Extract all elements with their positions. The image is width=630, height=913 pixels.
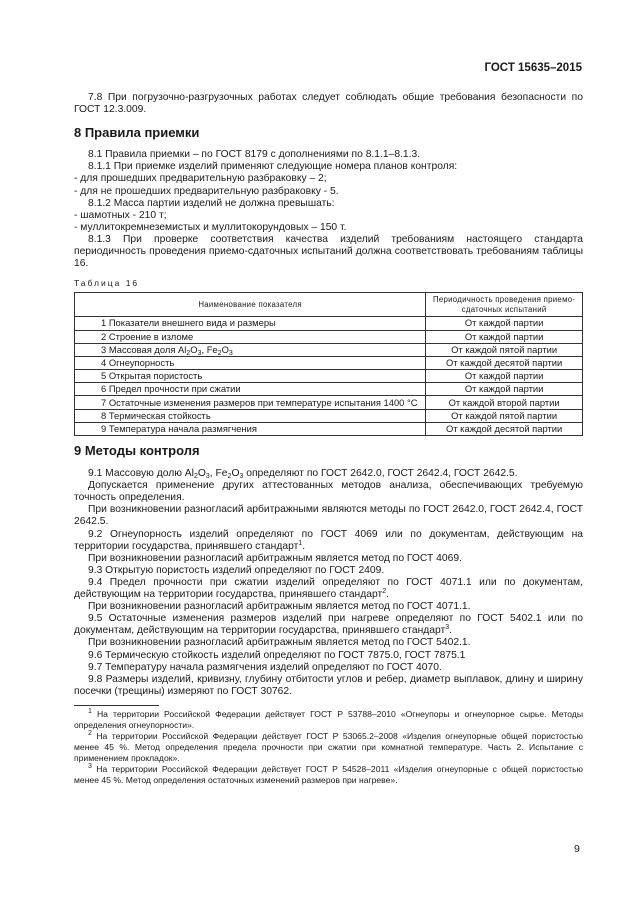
subscript: 2 <box>227 473 232 481</box>
table-cell-period: От каждой пятой партии <box>426 409 583 422</box>
paragraph-text: , Fe <box>209 468 228 480</box>
footnote-marker: 2 <box>88 729 92 737</box>
paragraph-8-1-3: 8.1.3 При проверке соответствия качества изделий требованиям настоящего стандарта периодичность проведения приемо-сдаточных испытаний должна соответствовать требованиям таблицы 16. <box>74 233 583 270</box>
table-cell-period: От каждой партии <box>426 370 583 383</box>
subscript: 3 <box>205 473 210 481</box>
paragraph-text: O <box>197 468 206 480</box>
table-cell-name: 8 Термическая стойкость <box>75 409 426 422</box>
table-16 <box>74 292 583 436</box>
subscript: 2 <box>217 349 222 357</box>
footnote-marker: 1 <box>88 707 92 715</box>
table-cell-name: 1 Показатели внешнего вида и размеры <box>75 317 426 330</box>
table-row <box>75 317 583 330</box>
paragraph-9-5: 9.5 Остаточные изменения размеров изделий при нагреве определяют по ГОСТ 5402.1 или по документам, действующим на территории государства, принявшего стандарт$^3$. <box>74 613 583 637</box>
footnote-text: На территории Российской Федерации действует ГОСТ Р 53065.2–2008 «Изделия огнеупорные общей пористостью менее 45 %. Метод определения предела прочности при сжатии при комнатной температуре. Часть 2. Испытание с применением прокладок». <box>74 730 584 763</box>
table-cell-period: От каждой десятой партии <box>426 422 583 435</box>
paragraph-9-5-b: При возникновении разногласий арбитражным является метод по ГОСТ 5402.1. <box>88 637 471 649</box>
table-cell-name: 9 Температура начала размягчения <box>75 422 426 435</box>
footnote-2 <box>74 731 583 764</box>
footnote-divider <box>74 705 159 706</box>
document-code-header: ГОСТ 15635–2015 <box>484 62 582 74</box>
subscript: 2 <box>193 473 198 481</box>
subscript: 3 <box>197 349 202 357</box>
table-row <box>75 383 583 396</box>
table-row <box>75 396 583 409</box>
paragraph-8-1-1: 8.1.1 При приемке изделий применяют следующие номера планов контроля: <box>88 161 458 173</box>
list-item: - муллитокремнеземистых и муллитокорундовых – 150 т. <box>74 221 347 233</box>
paragraph-9-7: 9.7 Температуру начала размягчения изделий определяют по ГОСТ 4070. <box>88 661 442 673</box>
table-cell-name: 7 Остаточные изменения размеров при температуре испытания 1400 °С <box>75 396 426 409</box>
footnote-marker: 3 <box>88 762 92 770</box>
footnote-3 <box>74 764 583 786</box>
table-row <box>75 343 583 356</box>
table-cell-name: 6 Предел прочности при сжатии <box>75 383 426 396</box>
table-cell-period: От каждой партии <box>426 383 583 396</box>
footnote-marker: 3 <box>445 624 450 632</box>
footnote-1 <box>74 709 583 731</box>
paragraph-7-8: 7.8 При погрузочно-разгрузочных работах следует соблюдать общие требования безопасности по ГОСТ 12.3.009. <box>74 92 583 116</box>
paragraph-text: 9.4 Предел прочности при сжатии изделий определяют по ГОСТ 4071.1 или по документам, действующим на территории государства, принявшего стандарт <box>74 576 583 601</box>
table-row <box>75 356 583 369</box>
table-row <box>75 370 583 383</box>
paragraph-text: 9.1 Массовую долю Al <box>88 468 194 480</box>
paragraph-9-1 <box>74 468 583 480</box>
footnote-text: На территории Российской Федерации действует ГОСТ Р 54528–2011 «Изделия огнеупорные с общей пористостью менее 45 %. Метод определения остаточных изменений размеров при нагреве». <box>74 763 583 785</box>
list-item: - шамотных - 210 т; <box>74 209 167 221</box>
table-cell-name: 4 Огнеупорность <box>75 356 426 369</box>
page-content <box>74 92 583 786</box>
paragraph-text: 9.5 Остаточные изменения размеров изделий при нагреве определяют по ГОСТ 5402.1 или по документам, действующим на территории государства, принявшего стандарт <box>74 613 583 637</box>
table-row <box>75 330 583 343</box>
subscript: 2 <box>186 349 191 357</box>
table-cell-name <box>75 343 426 356</box>
paragraph-text: 9.2 Огнеупорность изделий определяют по ГОСТ 4069 или по документам, действующим на территории государства, принявшего стандарт <box>74 528 583 552</box>
column-header-periodicity: Периодичность проведения приемо-сдаточных испытаний <box>426 293 583 317</box>
paragraph-9-2: 9.2 Огнеупорность изделий определяют по ГОСТ 4069 или по документам, действующим на территории государства, принявшего стандарт$^1$. <box>74 528 583 552</box>
paragraph-8-1: 8.1 Правила приемки – по ГОСТ 8179 с дополнениями по 8.1.1–8.1.3. <box>88 149 421 161</box>
paragraph-9-2-b: При возникновении разногласий арбитражным является метод по ГОСТ 4069. <box>88 552 462 564</box>
formula-text: O <box>190 343 198 355</box>
table-header-row <box>75 293 583 317</box>
paragraph-9-6: 9.6 Термическую стойкость изделий определяют по ГОСТ 7875.0, ГОСТ 7875.1 <box>88 649 466 661</box>
table-cell-period: От каждой десятой партии <box>426 356 583 369</box>
list-item: - для не прошедших предварительную разбраковку - 5. <box>74 185 339 197</box>
table-row <box>75 422 583 435</box>
paragraph-text: O <box>231 468 240 480</box>
list-item: - для прошедших предварительную разбраковку – 2; <box>74 173 327 185</box>
paragraph-9-8: 9.8 Размеры изделий, кривизну, глубину отбитости углов и ребер, диаметр выплавок, длину и ширину посечки (трещины) измеряют по ГОСТ 30762. <box>74 673 583 697</box>
table-cell-name: 2 Строение в изломе <box>75 330 426 343</box>
paragraph-9-1-c: При возникновении разногласий арбитражными являются методы по ГОСТ 2642.0, ГОСТ 2642.4, ГОСТ 2642.5. <box>74 504 583 528</box>
formula-text: 3 Массовая доля Al <box>101 343 187 355</box>
paragraph-9-4: 9.4 Предел прочности при сжатии изделий определяют по ГОСТ 4071.1 или по документам, действующим на территории государства, принявшего стандарт$^2$. <box>74 576 583 601</box>
table-cell-name: 5 Открытая пористость <box>75 370 426 383</box>
table-cell-period: От каждой пятой партии <box>426 343 583 356</box>
section-9-title: 9 Методы контроля <box>74 443 200 458</box>
footnote-marker: 2 <box>382 588 387 596</box>
section-8-title: 8 Правила приемки <box>74 125 200 141</box>
table-cell-period: От каждой партии <box>426 317 583 330</box>
footnote-text: На территории Российской Федерации действует ГОСТ Р 53788–2010 «Огнеупоры и огнеупорное сырье. Методы определения огнеупорности». <box>74 708 584 730</box>
page-number: 9 <box>574 843 580 855</box>
subscript: 3 <box>228 349 233 357</box>
footnote-marker: 1 <box>298 539 303 547</box>
formula-text: , Fe <box>201 343 218 355</box>
paragraph-text: определяют по ГОСТ 2642.0, ГОСТ 2642.4, ГОСТ 2642.5. <box>243 468 518 480</box>
paragraph-9-4-b: При возникновении разногласий арбитражным является метод по ГОСТ 4071.1. <box>88 601 471 613</box>
paragraph-9-1-b: Допускается применение других аттестованных методов анализа, обеспечивающих требуемую точность определения. <box>74 480 583 504</box>
column-header-indicator: Наименование показателя <box>75 293 426 317</box>
table-cell-period: От каждой партии <box>426 330 583 343</box>
table-cell-period: От каждой второй партии <box>426 396 583 409</box>
paragraph-9-3: 9.3 Открытую пористость изделий определяют по ГОСТ 2409. <box>88 564 385 576</box>
table-row <box>75 409 583 422</box>
paragraph-8-1-2: 8.1.2 Масса партии изделий не должна превышать: <box>88 197 335 209</box>
subscript: 3 <box>239 473 244 481</box>
formula-text: O <box>221 343 229 355</box>
table-caption: Таблица 16 <box>74 278 140 289</box>
